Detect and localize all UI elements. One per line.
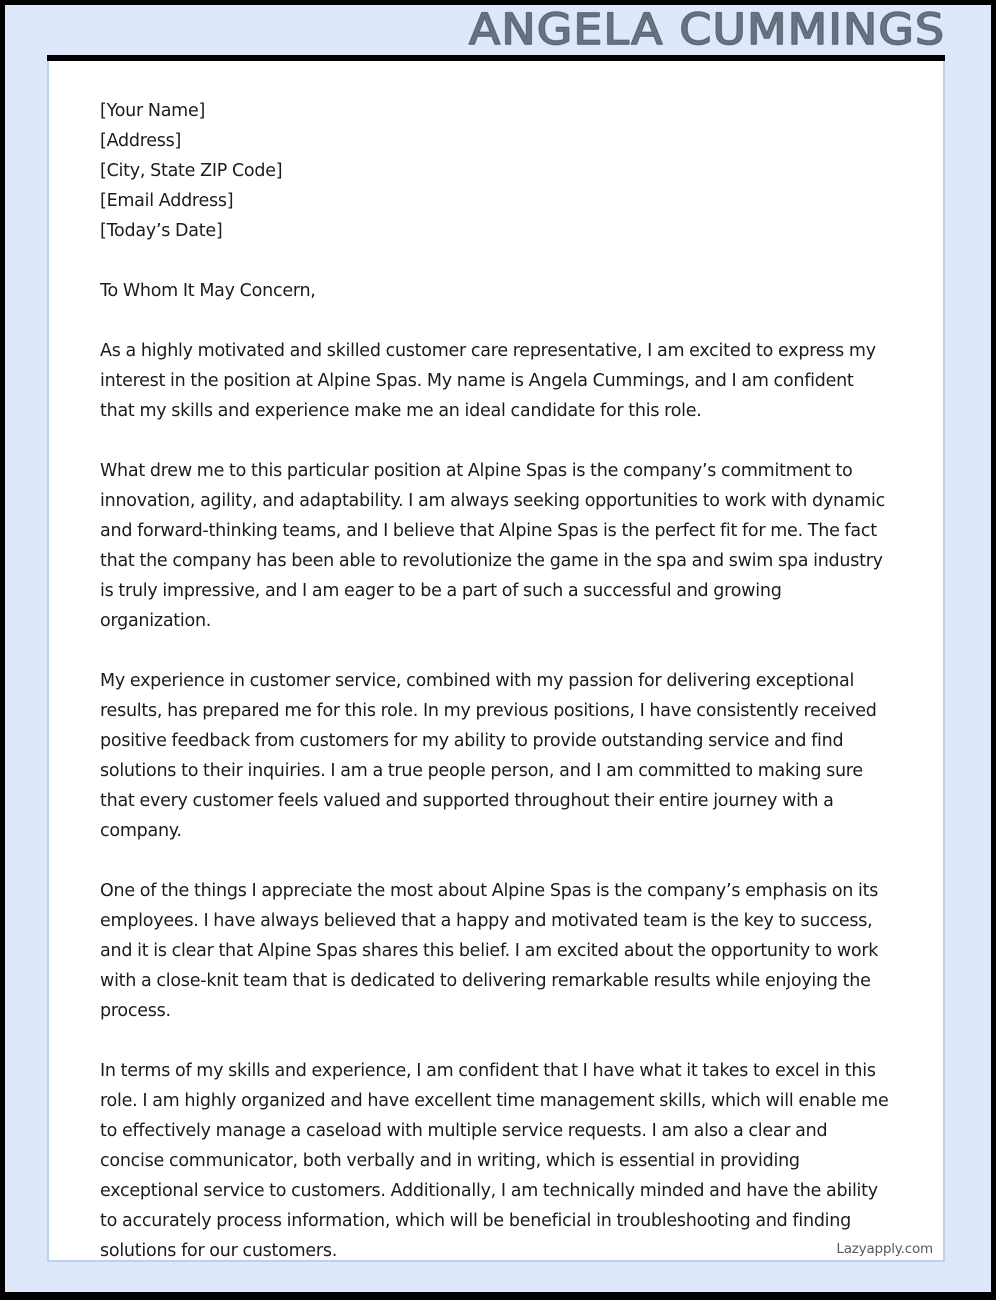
body-paragraph-4: One of the things I appreciate the most about Alpine Spas is the company’s emphasis on its employees. I have always believed that a happy and motivated team is the key to success, and it is clear that Alpine Spas shares this belief. I am excited about the opportunity to work with a close-knit team that is dedicated to delivering remarkable results while enjoying the process. [100, 881, 879, 1021]
sender-address-block [100, 96, 890, 246]
spacer-1 [100, 426, 890, 456]
masthead [5, 5, 945, 55]
sender-line-name: [Your Name] [100, 101, 206, 121]
spacer-after-salutation [100, 306, 890, 336]
spacer-after-sender-block [100, 246, 890, 276]
body-paragraph-5: In terms of my skills and experience, I am confident that I have what it takes to excel in this role. I am highly organized and have excellent time management skills, which will enable me to effectively manage a caseload with multiple service requests. I am also a clear and concise communicator, both verbally and in writing, which is essential in providing exceptional service to customers. Additionally, I am technically minded and have the ability to accurately process information, which will be beneficial in troubleshooting and finding solutions for our customers. [100, 1061, 889, 1261]
letter-page [47, 61, 945, 1262]
letter-body [100, 96, 890, 1262]
body-paragraph-3: My experience in customer service, combined with my passion for delivering exceptional results, has prepared me for this role. In my previous positions, I have consistently received positive feedback from customers for my ability to provide outstanding service and find solutions to their inquiries. I am a true people person, and I am committed to making sure that every customer feels valued and supported throughout their entire journey with a company. [100, 671, 877, 841]
sender-line-address: [Address] [100, 131, 182, 151]
spacer-3 [100, 846, 890, 876]
spacer-4 [100, 1026, 890, 1056]
sender-line-email: [Email Address] [100, 191, 234, 211]
lazyapply-watermark: Lazyapply.com [826, 1240, 933, 1258]
salutation: To Whom It May Concern, [100, 281, 316, 301]
body-paragraph-2: What drew me to this particular position at Alpine Spas is the company’s commitment to innovation, agility, and adaptability. I am always seeking opportunities to work with dynamic and forward-thinking teams, and I believe that Alpine Spas is the perfect fit for me. The fact that the company has been able to revolutionize the game in the spa and swim spa industry is truly impressive, and I am eager to be a part of such a successful and growing organization. [100, 461, 886, 631]
document-canvas [5, 5, 991, 1292]
spacer-2 [100, 636, 890, 666]
sender-line-date: [Today’s Date] [100, 221, 223, 241]
applicant-name-heading: ANGELA CUMMINGS [468, 5, 945, 55]
sender-line-city: [City, State ZIP Code] [100, 161, 283, 181]
body-paragraph-1: As a highly motivated and skilled customer care representative, I am excited to express my interest in the position at Alpine Spas. My name is Angela Cummings, and I am confident that my skills and experience make me an ideal candidate for this role. [100, 341, 876, 421]
